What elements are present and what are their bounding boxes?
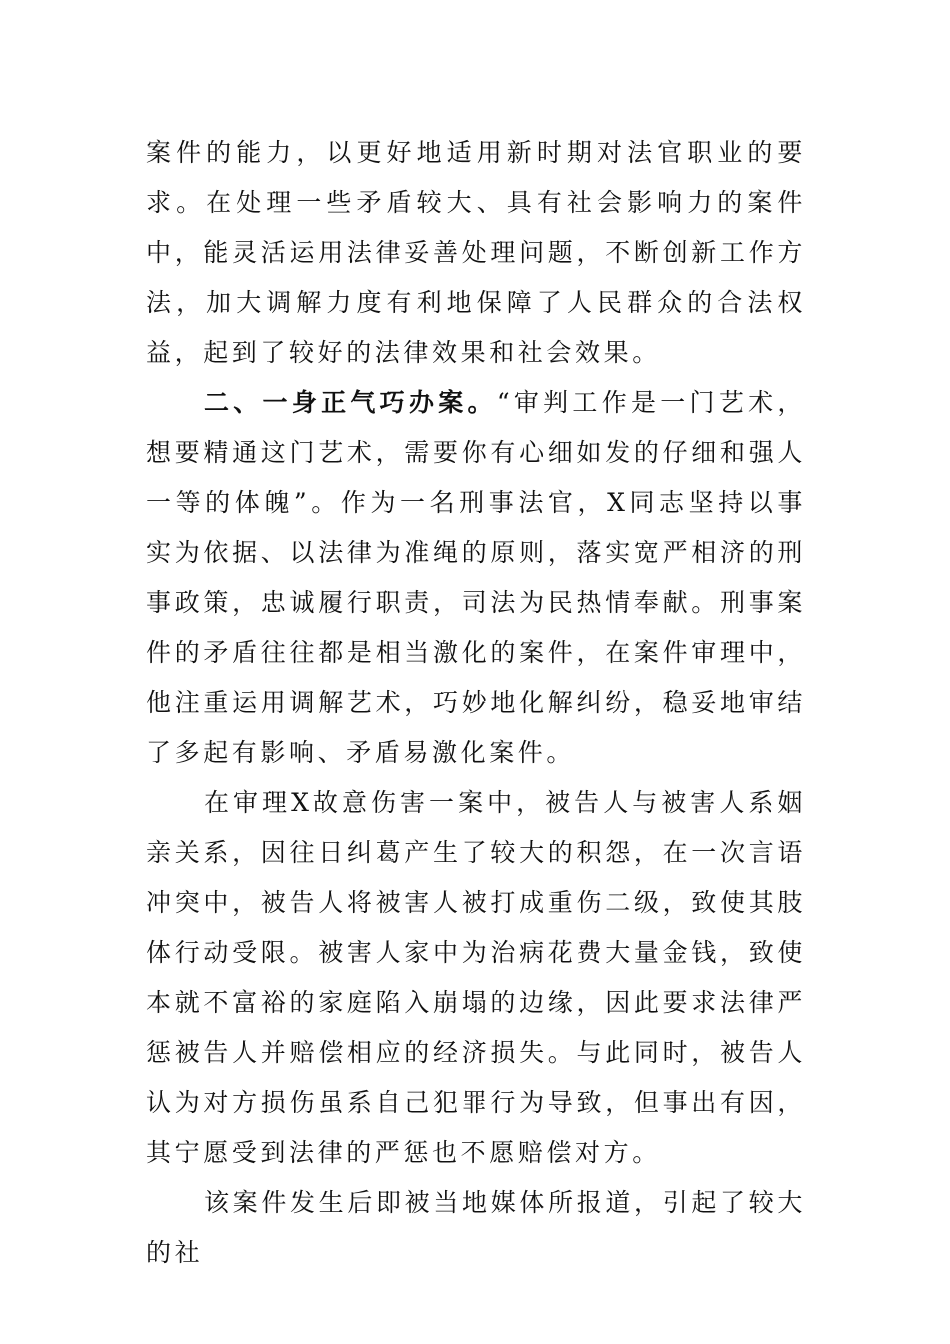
paragraph-continuation	[146, 128, 806, 378]
paragraph-text: 该案件发生后即被当地媒体所报道，引起了较大的社	[146, 1188, 806, 1267]
paragraph-section-two	[146, 378, 806, 778]
paragraph-media-report	[146, 1178, 806, 1278]
document-body	[146, 128, 806, 1278]
paragraph-text: 在审理X故意伤害一案中，被告人与被害人系姻亲关系，因往日纠葛产生了较大的积怨，在一次言语冲突中，被告人将被害人被打成重伤二级，致使其肢体行动受限。被害人家中为治病花费大量金钱，致使本就不富裕的家庭陷入崩塌的边缘，因此要求法律严惩被告人并赔偿相应的经济损失。与此同时，被告人认为对方损伤虽系自己犯罪行为导致，但事出有因，其宁愿受到法律的严惩也不愿赔偿对方。	[146, 788, 806, 1167]
paragraph-text: “审判工作是一门艺术，想要精通这门艺术，需要你有心细如发的仔细和强人一等的体魄”。作为一名刑事法官，X同志坚持以事实为依据、以法律为准绳的原则，落实宽严相济的刑事政策，忠诚履行职责，司法为民热情奉献。刑事案件的矛盾往往都是相当激化的案件，在案件审理中，他注重运用调解艺术，巧妙地化解纠纷，稳妥地审结了多起有影响、矛盾易激化案件。	[146, 388, 806, 767]
paragraph-case-description	[146, 778, 806, 1178]
paragraph-text: 案件的能力，以更好地适用新时期对法官职业的要求。在处理一些矛盾较大、具有社会影响力的案件中，能灵活运用法律妥善处理问题，不断创新工作方法，加大调解力度有利地保障了人民群众的合法权益，起到了较好的法律效果和社会效果。	[146, 138, 806, 367]
section-heading: 二、一身正气巧办案。	[204, 388, 497, 417]
